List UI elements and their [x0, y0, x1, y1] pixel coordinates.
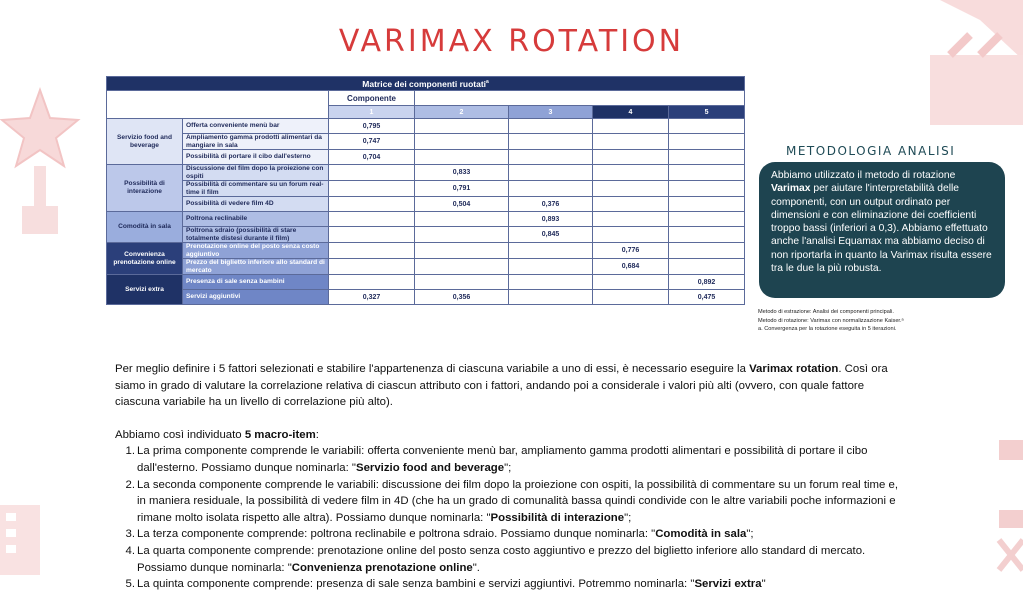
loading-cell — [329, 227, 415, 243]
loading-cell — [509, 134, 593, 150]
macro-text: : — [315, 428, 319, 441]
item-label: Prenotazione online del posto senza costo aggiuntivo — [183, 243, 329, 259]
loading-cell — [509, 259, 593, 275]
loading-cell — [509, 243, 593, 259]
list-text-part: ". — [472, 561, 480, 574]
table-row — [107, 150, 745, 165]
item-label: Servizi aggiuntivi — [183, 290, 329, 305]
loading-cell: 0,833 — [415, 165, 509, 181]
table-row — [107, 227, 745, 243]
loading-cell — [669, 165, 745, 181]
group-label: Possibilità di interazione — [107, 165, 183, 212]
loading-cell — [669, 227, 745, 243]
loading-cell — [415, 227, 509, 243]
loading-cell: 0,704 — [329, 150, 415, 165]
list-text-bold: Possibilità di interazione — [490, 511, 625, 524]
loading-cell: 0,356 — [415, 290, 509, 305]
loading-cell: 0,475 — [669, 290, 745, 305]
loading-cell — [669, 181, 745, 197]
table-row — [107, 259, 745, 275]
list-text-part: La terza componente comprende: poltrona reclinabile e poltrona sdraio. Possiamo dunque nominarla: " — [137, 528, 656, 541]
component-label: Componente — [329, 91, 415, 106]
note-line: Metodo di rotazione: Varimax con normalizzazione Kaiser.ᵃ — [758, 317, 904, 324]
intro-text: Per meglio definire i 5 fattori selezionati e stabilire l'appartenenza di ciascuna variabile a uno di essi, è necessario eseguire la — [115, 363, 750, 375]
page-title: VARIMAX ROTATION — [338, 24, 685, 59]
spacer — [115, 411, 905, 427]
macro-paragraph — [115, 427, 905, 444]
loading-cell — [669, 197, 745, 212]
group-label: Servizi extra — [107, 275, 183, 305]
clapperboard-icon — [920, 0, 1023, 130]
matrix-title-sup: a — [486, 78, 489, 85]
loading-cell: 0,747 — [329, 134, 415, 150]
macro-text: Abbiamo così individuato — [115, 428, 245, 441]
list-number: 3. — [125, 528, 135, 541]
item-label: Ampliamento gamma prodotti alimentari da mangiare in sala — [183, 134, 329, 150]
loading-cell: 0,845 — [509, 227, 593, 243]
method-heading: METODOLOGIA ANALISI — [786, 144, 956, 158]
method-box — [759, 162, 1005, 298]
list-text — [137, 526, 905, 543]
list-text — [137, 543, 905, 576]
loading-cell — [329, 275, 415, 290]
loading-cell — [415, 259, 509, 275]
component-spacer — [415, 91, 745, 106]
loading-cell — [593, 134, 669, 150]
item-label: Possibilità di commentare su un forum real-time il film — [183, 181, 329, 197]
rotated-component-matrix — [106, 76, 745, 305]
table-row — [107, 212, 745, 227]
table-row — [107, 181, 745, 197]
loading-cell — [593, 227, 669, 243]
loading-cell — [669, 243, 745, 259]
list-text-part: "; — [624, 511, 632, 524]
column-header: 2 — [415, 106, 509, 119]
method-text: per aiutare l'interpretabilità delle componenti, con un output ordinato per dimensioni e con eliminazione dei coefficienti troppo bassi (inferiori a 0,3). Abbiamo effettuato anche l'analisi Equamax ma abbiamo deciso di non riportarla in quanto la Varimax risulta essere tra le due la più robusta. — [771, 183, 992, 275]
item-label: Poltrona sdraio (possibilità di stare totalmente distesi durante il film) — [183, 227, 329, 243]
matrix-title-text: Matrice dei componenti ruotati — [362, 78, 487, 89]
loading-cell — [593, 181, 669, 197]
loading-cell — [329, 181, 415, 197]
loading-cell: 0,504 — [415, 197, 509, 212]
list-number: 2. — [125, 478, 135, 491]
list-text-part: "; — [504, 461, 512, 474]
loading-cell: 0,376 — [509, 197, 593, 212]
item-label: Offerta conveniente menù bar — [183, 119, 329, 134]
item-label: Poltrona reclinabile — [183, 212, 329, 227]
loading-cell — [593, 150, 669, 165]
list-text — [137, 477, 905, 527]
loading-cell — [329, 212, 415, 227]
list-text-bold: Servizio food and beverage — [355, 461, 505, 474]
loading-cell — [593, 197, 669, 212]
group-label: Servizio food and beverage — [107, 119, 183, 165]
list-text-part: La prima componente comprende le variabili: offerta conveniente menù bar, ampliamento gamma prodotti alimentari e possibilità di portare il cibo dall'esterno. Possiamo dunque nominarla: " — [137, 445, 868, 474]
list-item — [115, 443, 905, 476]
table-row — [107, 119, 745, 134]
list-number: 5. — [125, 578, 135, 591]
list-item — [115, 576, 905, 593]
loading-cell — [593, 212, 669, 227]
matrix-body — [107, 119, 745, 305]
group-label: Comodità in sala — [107, 212, 183, 243]
loading-cell — [593, 165, 669, 181]
intro-text: . Così ora siamo in grado di valutare la correlazione relativa di ciascun attributo con i fattori, andando poi a considerale i valori più alti (ovvero, con quale fattore ciascuna variabile ha un livello di correlazione più alto). — [115, 363, 888, 409]
loading-cell — [509, 150, 593, 165]
loading-cell — [593, 119, 669, 134]
loading-cell — [509, 181, 593, 197]
item-label: Possibilità di portare il cibo dall'esterno — [183, 150, 329, 165]
list-item — [115, 477, 905, 527]
loading-cell — [669, 212, 745, 227]
table-notes — [758, 308, 983, 334]
body-text — [115, 361, 905, 593]
list-text-bold: Servizi extra — [694, 578, 762, 591]
loading-cell — [509, 165, 593, 181]
loading-cell — [415, 212, 509, 227]
list-text-part: "; — [746, 528, 754, 541]
method-bold: Varimax — [771, 183, 811, 195]
film-strip-icon — [0, 495, 60, 575]
loading-cell — [509, 290, 593, 305]
note-line: Metodo di estrazione: Analisi dei componenti principali. — [758, 309, 894, 315]
list-text — [137, 443, 905, 476]
loading-cell — [415, 275, 509, 290]
list-number: 4. — [125, 544, 135, 557]
loading-cell — [593, 275, 669, 290]
star-trophy-icon — [0, 80, 80, 260]
loading-cell — [415, 134, 509, 150]
loading-cell — [593, 290, 669, 305]
table-row — [107, 275, 745, 290]
item-label: Prezzo del biglietto inferiore allo standard di mercato — [183, 259, 329, 275]
loading-cell — [329, 243, 415, 259]
column-header: 4 — [593, 106, 669, 119]
table-row — [107, 134, 745, 150]
matrix-corner — [107, 91, 329, 119]
list-text-part: La quinta componente comprende: presenza di sale senza bambini e servizi aggiuntivi. Potremmo nominarla: " — [137, 578, 695, 591]
macro-item-list — [115, 443, 905, 592]
loading-cell — [415, 243, 509, 259]
loading-cell — [669, 134, 745, 150]
loading-cell: 0,892 — [669, 275, 745, 290]
loading-cell — [329, 165, 415, 181]
loading-cell: 0,327 — [329, 290, 415, 305]
macro-bold: 5 macro-item — [244, 428, 316, 441]
intro-bold: Varimax rotation — [749, 363, 839, 375]
loading-cell: 0,791 — [415, 181, 509, 197]
list-text-part: " — [761, 578, 766, 591]
list-item — [115, 526, 905, 543]
table-row — [107, 165, 745, 181]
intro-paragraph — [115, 361, 905, 411]
film-strip-icon — [995, 440, 1023, 575]
table-row — [107, 290, 745, 305]
list-text — [137, 576, 905, 593]
item-label: Presenza di sale senza bambini — [183, 275, 329, 290]
list-text-part: La seconda componente comprende le variabili: discussione dei film dopo la proiezione con ospiti, la possibilità di commentare su un forum real time e, in maniera residuale, la possibilità di vedere film in 4D (che ha un grado di comunalità bassa quindi condivide con le altre variabili poche informazioni e rimane molto isolata rispetto alle altra). Possiamo dunque nominarla: " — [137, 478, 899, 524]
loading-cell — [329, 259, 415, 275]
note-line: a. Convergenza per la rotazione eseguita in 5 iterazioni. — [758, 326, 897, 332]
column-header: 1 — [329, 106, 415, 119]
loading-cell: 0,893 — [509, 212, 593, 227]
loading-cell: 0,795 — [329, 119, 415, 134]
item-label: Discussione del film dopo la proiezione con ospiti — [183, 165, 329, 181]
table-row — [107, 243, 745, 259]
method-text: Abbiamo utilizzato il metodo di rotazione — [771, 170, 956, 181]
loading-cell — [415, 119, 509, 134]
list-text-bold: Comodità in sala — [655, 528, 747, 541]
list-text-part: La quarta componente comprende: prenotazione online del posto senza costo aggiuntivo e prezzo del biglietto inferiore allo standard di mercato. Possiamo dunque nominarla: " — [137, 544, 866, 574]
loading-cell — [669, 150, 745, 165]
loading-cell — [509, 275, 593, 290]
item-label: Possibilità di vedere film 4D — [183, 197, 329, 212]
loading-cell — [329, 197, 415, 212]
column-header: 3 — [509, 106, 593, 119]
list-text-bold: Convenienza prenotazione online — [291, 561, 473, 574]
list-number: 1. — [125, 445, 135, 458]
loading-cell — [669, 259, 745, 275]
loading-cell — [415, 150, 509, 165]
column-header: 5 — [669, 106, 745, 119]
loading-cell: 0,776 — [593, 243, 669, 259]
list-item — [115, 543, 905, 576]
loading-cell — [669, 119, 745, 134]
matrix-title — [107, 77, 745, 91]
loading-cell — [509, 119, 593, 134]
group-label: Convenienza prenotazione online — [107, 243, 183, 275]
table-row — [107, 197, 745, 212]
loading-cell: 0,684 — [593, 259, 669, 275]
